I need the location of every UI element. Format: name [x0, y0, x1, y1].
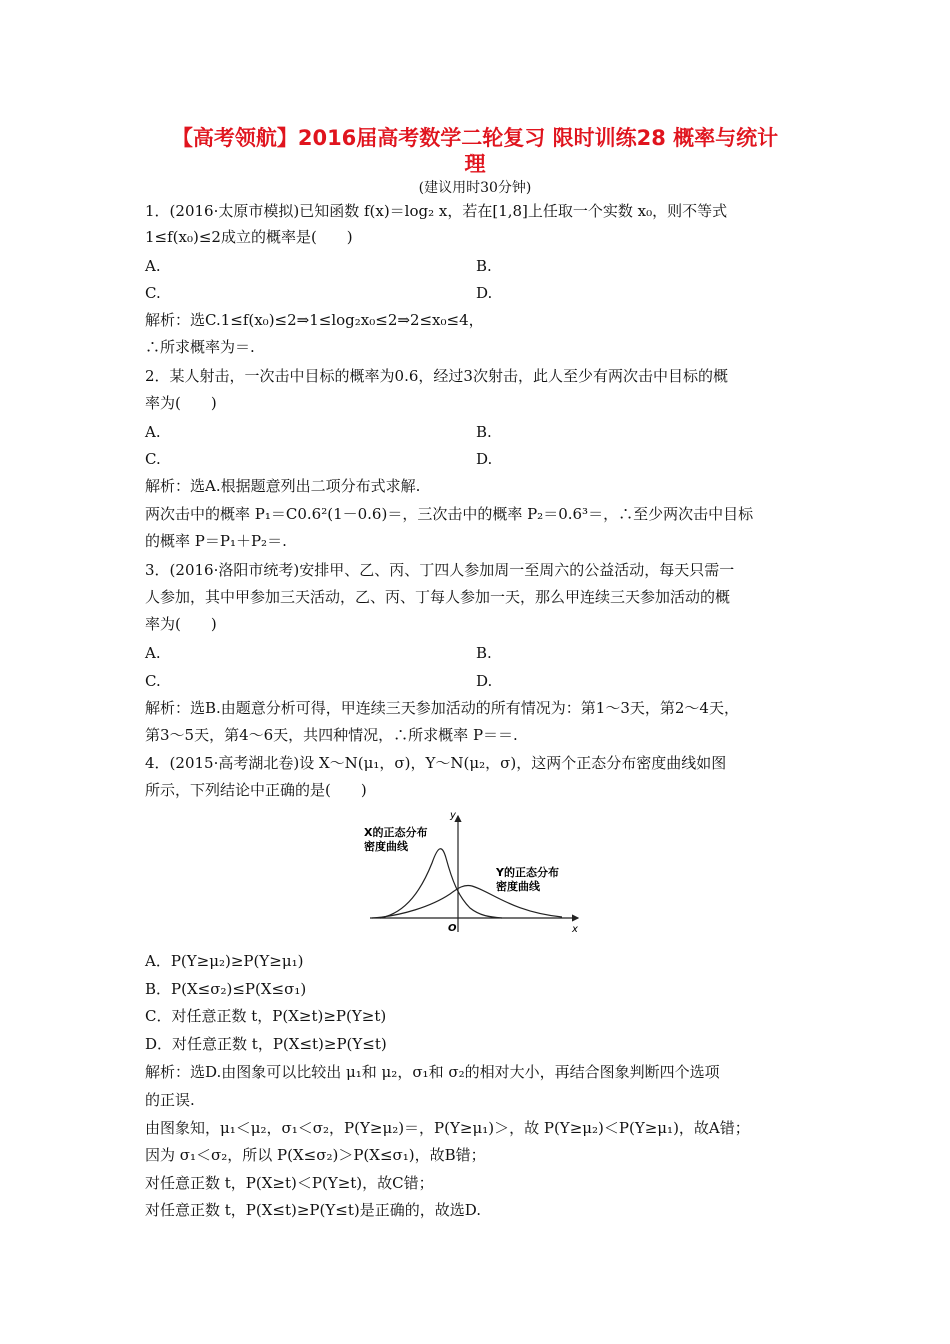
q1-stem-line1: 1．(2016·太原市模拟)已知函数 f(x)＝log₂ x，若在[1,8]上任取一个实数 x₀，则不等式 — [145, 202, 728, 220]
q1-stem-line2: 1≤f(x₀)≤2成立的概率是( ) — [145, 228, 353, 246]
q4-solution-line1: 解析：选D.由图象可以比较出 μ₁和 μ₂，σ₁和 σ₂的相对大小，再结合图象判断四个选项 — [145, 1063, 720, 1081]
q4-stem-line2: 所示，下列结论中正确的是( ) — [145, 781, 367, 799]
q2-stem-line1: 2．某人射击，一次击中目标的概率为0.6，经过3次射击，此人至少有两次击中目标的概 — [145, 367, 728, 385]
q3-option-d: D. — [476, 672, 493, 690]
origin-label: O — [448, 923, 457, 934]
q3-stem-line1: 3．(2016·洛阳市统考)安排甲、乙、丙、丁四人参加周一至周六的公益活动，每天只需一 — [145, 561, 735, 579]
q3-solution-line1: 解析：选B.由题意分析可得，甲连续三天参加活动的所有情况为：第1～3天，第2～4天， — [145, 699, 739, 717]
q3-option-c: C. — [145, 672, 161, 690]
q2-option-d: D. — [476, 450, 493, 468]
normal-density-figure — [362, 808, 588, 938]
q1-option-b: B. — [476, 257, 492, 275]
q4-solution-line3: 由图象知，μ₁＜μ₂，σ₁＜σ₂，P(Y≥μ₂)＝，P(Y≥μ₁)＞，故 P(Y≥μ₂)＜P(Y≥μ₁)，故A错； — [145, 1119, 750, 1137]
q4-solution-line6: 对任意正数 t，P(X≤t)≥P(Y≤t)是正确的，故选D. — [145, 1201, 481, 1219]
q3-solution-line2: 第3～5天，第4～6天，共四种情况，∴所求概率 P＝＝. — [145, 726, 518, 744]
x-curve-label-2: 密度曲线 — [364, 840, 408, 853]
axis-x-label: x — [572, 924, 578, 935]
q4-solution-line4: 因为 σ₁＜σ₂，所以 P(X≤σ₂)＞P(X≤σ₁)，故B错； — [145, 1146, 486, 1164]
page-title: 【高考领航】2016届高考数学二轮复习 限时训练28 概率与统计 — [171, 126, 779, 150]
normal-density-svg — [362, 808, 588, 938]
q4-solution-line2: 的正误. — [145, 1091, 195, 1109]
q2-option-b: B. — [476, 423, 492, 441]
q3-option-b: B. — [476, 644, 492, 662]
q4-stem-line1: 4．(2015·高考湖北卷)设 X～N(μ₁，σ)，Y～N(μ₂，σ)，这两个正态分布密度曲线如图 — [145, 754, 727, 772]
axis-y-label: y — [450, 810, 456, 821]
q1-option-d: D. — [476, 284, 493, 302]
y-curve-label: Y的正态分布 — [496, 866, 559, 879]
q2-stem-line2: 率为( ) — [145, 394, 217, 412]
q2-option-c: C. — [145, 450, 161, 468]
x-density-curve — [380, 849, 502, 918]
q4-solution-line5: 对任意正数 t，P(X≥t)＜P(Y≥t)，故C错； — [145, 1174, 434, 1192]
q1-option-c: C. — [145, 284, 161, 302]
q1-option-a: A. — [145, 257, 161, 275]
q2-solution-line2: 两次击中的概率 P₁＝C0.6²(1－0.6)＝，三次击中的概率 P₂＝0.6³＝，∴至少两次击中目标 — [145, 505, 754, 523]
q3-stem-line2: 人参加，其中甲参加三天活动，乙、丙、丁每人参加一天，那么甲连续三天参加活动的概 — [145, 588, 731, 606]
subtitle: (建议用时30分钟) — [418, 180, 532, 196]
q4-option-c: C．对任意正数 t，P(X≥t)≥P(Y≥t) — [145, 1007, 387, 1025]
q1-solution-line1: 解析：选C.1≤f(x₀)≤2⇒1≤log₂x₀≤2⇒2≤x₀≤4， — [145, 311, 484, 329]
q4-option-d: D．对任意正数 t，P(X≤t)≥P(Y≤t) — [145, 1035, 387, 1053]
q2-solution-line1: 解析：选A.根据题意列出二项分布式求解. — [145, 477, 421, 495]
page-title-continued: 理 — [464, 152, 486, 176]
q2-solution-line3: 的概率 P＝P₁＋P₂＝. — [145, 532, 287, 550]
q3-stem-line3: 率为( ) — [145, 615, 217, 633]
q4-option-b: B．P(X≤σ₂)≤P(X≤σ₁) — [145, 980, 307, 998]
x-curve-label: X的正态分布 — [364, 826, 428, 839]
q2-option-a: A. — [145, 423, 161, 441]
q4-option-a: A．P(Y≥μ₂)≥P(Y≥μ₁) — [145, 952, 304, 970]
q1-solution-line2: ∴所求概率为＝. — [145, 338, 255, 356]
q3-option-a: A. — [145, 644, 161, 662]
y-curve-label-2: 密度曲线 — [496, 880, 540, 893]
